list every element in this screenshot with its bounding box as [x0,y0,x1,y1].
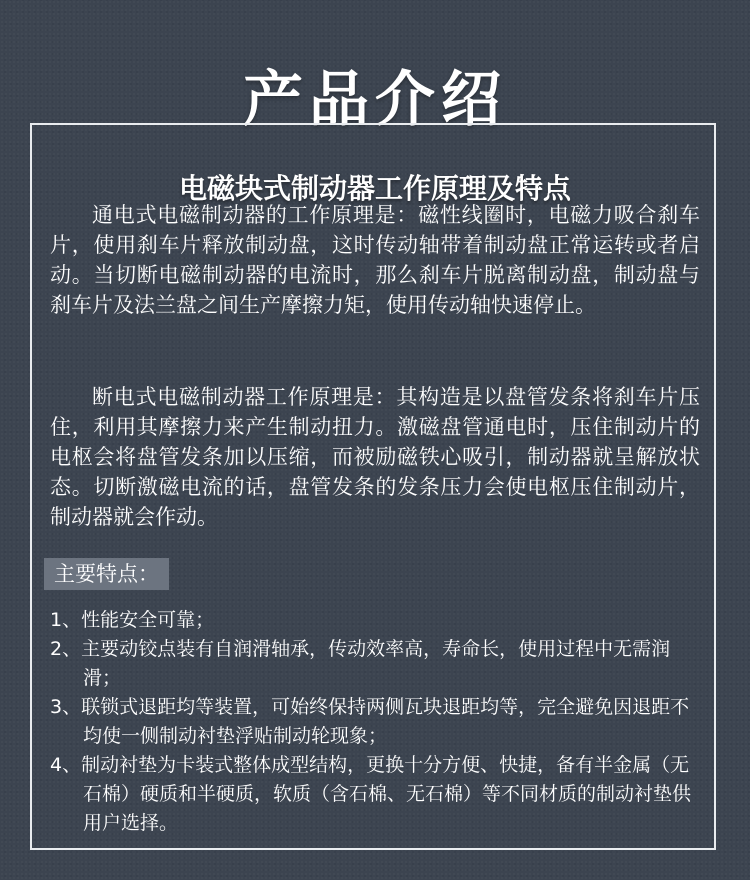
features-list [50,606,700,838]
section-heading: 电磁块式制动器工作原理及特点 [178,172,571,206]
feature-item-3: 3、联锁式退距均等装置，可始终保持两侧瓦块退距均等，完全避免因退距不均使一侧制动衬垫浮贴制动轮现象； [50,696,690,747]
features-label: 主要特点： [44,558,169,590]
paragraph-deenergized-principle: 断电式电磁制动器工作原理是：其构造是以盘管发条将刹车片压住，利用其摩擦力来产生制动扭力。激磁盘管通电时，压住制动片的电枢会将盘管发条加以压缩，而被励磁铁心吸引，制动器就呈解放状态。切断激磁电流的话，盘管发条的发条压力会使电枢压住制动片，制动器就会作动。 [50,385,700,529]
paragraph-energized-principle: 通电式电磁制动器的工作原理是：磁性线圈时，电磁力吸合刹车片，使用刹车片释放制动盘，这时传动轴带着制动盘正常运转或者启动。当切断电磁制动器的电流时，那么刹车片脱离制动盘，制动盘与刹车片及法兰盘之间生产摩擦力矩，使用传动轴快速停止。 [50,203,700,317]
page-title: 产品介绍 [243,65,507,136]
feature-item-2: 2、主要动铰点装有自润滑轴承，传动效率高，寿命长，使用过程中无需润滑； [50,638,671,689]
feature-item-4: 4、制动衬垫为卡装式整体成型结构，更换十分方便、快捷，备有半金属（无石棉）硬质和半硬质，软质（含石棉、无石棉）等不同材质的制动衬垫供用户选择。 [50,754,692,834]
feature-item-1: 1、性能安全可靠； [50,609,215,631]
